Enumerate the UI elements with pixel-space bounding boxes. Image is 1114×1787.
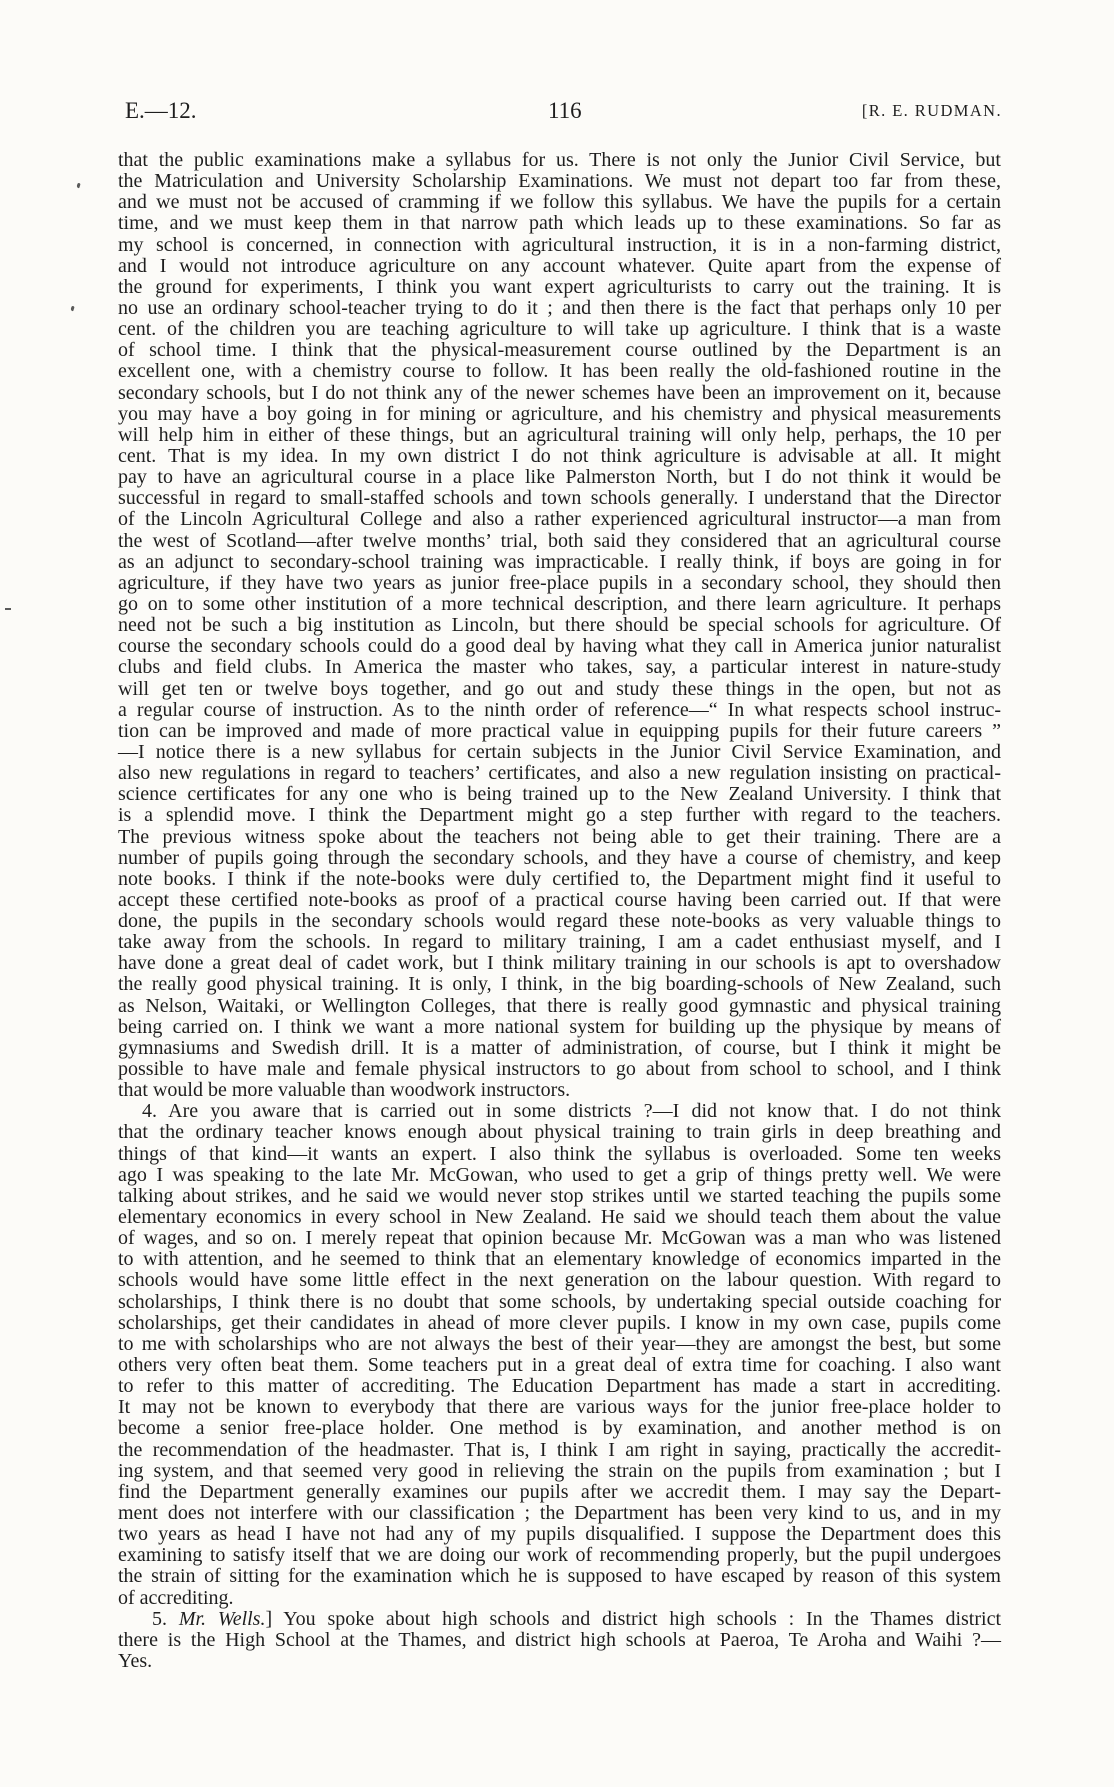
text-line: talking about strikes, and he said we would never stop strikes until we started teaching the pupils some [118, 1184, 1001, 1207]
text-line: that would be more valuable than woodwork instructors. [118, 1079, 571, 1102]
text-line: is a splendid move. I think the Department might go a step further with regard to the teachers. [118, 804, 1001, 827]
text-line: the strain of sitting for the examination which he is supposed to have escaped by reason of this system [118, 1565, 1001, 1588]
text-line: and I would not introduce agriculture on any account whatever. Quite apart from the expense of [118, 254, 1001, 277]
text-line: number of pupils going through the secondary schools, and they have a course of chemistry, and keep [118, 846, 1001, 869]
text-line: have done a great deal of cadet work, but I think military training in our schools is apt to overshadow [118, 952, 1001, 975]
text-line: done, the pupils in the secondary schools would regard these note-books as very valuable things to [118, 910, 1001, 933]
text-line: cent. That is my idea. In my own district I do not think agriculture is advisable at all. It might [118, 444, 1001, 467]
margin-mark [70, 306, 74, 312]
text-line: of school time. I think that the physical-measurement course outlined by the Department is an [118, 339, 1001, 362]
text-line-content: ] You spoke about high schools and district high schools : In the Thames district [265, 1607, 1002, 1630]
text-line: things of that kind—it wants an expert. I also think the syllabus is overloaded. Some ten weeks [118, 1142, 1001, 1165]
paragraph [118, 1609, 1001, 1672]
text-line: It may not be known to everybody that there are various ways for the junior free-place holder to [118, 1396, 1001, 1419]
text-line: also new regulations in regard to teachers’ certificates, and also a new regulation insisting on practical- [118, 762, 1001, 785]
text-line: find the Department generally examines our pupils after we accredit them. I may say the Depart- [118, 1480, 1001, 1503]
text-line: a regular course of instruction. As to the ninth order of reference—“ In what respects school instruc- [118, 698, 1001, 721]
text-line: scholarships, get their candidates in ahead of more clever pupils. I know in my own case, pupils come [118, 1311, 1001, 1334]
text-line: note books. I think if the note-books were duly certified to, the Department might find it useful to [118, 867, 1001, 890]
text-line: you may have a boy going in for mining or agriculture, and his chemistry and physical measurements [118, 402, 1001, 425]
text-line: as Nelson, Waitaki, or Wellington Colleges, that there is really good gymnastic and physical training [118, 994, 1001, 1017]
page-number: 116 [548, 98, 582, 123]
text-line: secondary schools, but I do not think any of the newer schemes have been an improvement on it, because [118, 381, 1001, 404]
text-line: pay to have an agricultural course in a place like Palmerston North, but I do not think it would be [118, 466, 1001, 489]
text-line: to refer to this matter of accrediting. The Education Department has made a start in accrediting. [118, 1375, 1001, 1398]
text-line: 4. Are you aware that is carried out in some districts ?—I did not know that. I do not think [142, 1100, 1001, 1123]
witness-name: [R. E. RUDMAN. [861, 101, 1002, 120]
text-line: as an adjunct to secondary-school training was impracticable. I really think, if boys are going in for [118, 550, 1001, 573]
text-line: accept these certified note-books as proof of a practical course having been carried out. If that were [118, 888, 1001, 911]
text-line: that the public examinations make a syllabus for us. There is not only the Junior Civil Service, but [118, 149, 1001, 171]
text-line: that the ordinary teacher knows enough about physical training to train girls in deep breathing and [118, 1121, 1001, 1144]
text-line: clubs and field clubs. In America the master who takes, say, a particular interest in nature-study [118, 656, 1001, 679]
text-line [118, 1609, 1001, 1630]
text-line: and we must not be accused of cramming if we follow this syllabus. We have the pupils for a certain [118, 191, 1001, 214]
text-line: take away from the schools. In regard to military training, I am a cadet enthusiast myself, and I [118, 931, 1001, 954]
document-code: E.—12. [125, 98, 197, 123]
paragraph [118, 1101, 1001, 1608]
text-line: of accrediting. [118, 1586, 234, 1609]
text-line: to me with scholarships who are not always the best of their year—they are amongst the best, but some [118, 1332, 1001, 1355]
text-line: there is the High School at the Thames, and district high schools at Paeroa, Te Aroha and Waihi ?— [118, 1628, 1001, 1651]
text-line: course the secondary schools could do a good deal by having what they call in America junior naturalist [118, 635, 1001, 658]
text-line: schools would have some little effect in the next generation on the labour question. With regard to [118, 1269, 1001, 1292]
text-line: Yes. [118, 1649, 153, 1672]
margin-mark [76, 183, 80, 189]
text-line: cent. of the children you are teaching agriculture to will take up agriculture. I think that is a waste [118, 318, 1001, 341]
text-line: being carried on. I think we want a more national system for building up the physique by means of [118, 1015, 1001, 1038]
text-line: time, and we must keep them in that narrow path which leads up to these examinations. So far as [118, 212, 1001, 235]
text-line: the recommendation of the headmaster. That is, I think I am right in saying, practically the accredit- [118, 1438, 1001, 1461]
text-line: will help him in either of these things, but an agricultural training will only help, perhaps, the 10 per [118, 423, 1001, 446]
text-line: of the Lincoln Agricultural College and also a rather experienced agricultural instructor—a man from [118, 508, 1001, 531]
text-line: successful in regard to small-staffed schools and town schools generally. I understand that the Director [118, 487, 1001, 510]
text-line: examining to satisfy itself that we are doing our work of recommending properly, but the pupil undergoes [118, 1544, 1001, 1567]
text-line: —I notice there is a new syllabus for certain subjects in the Junior Civil Service Examination, and [118, 740, 1001, 763]
text-line: will get ten or twelve boys together, and go out and study these things in the open, but not as [118, 677, 1001, 700]
text-line: two years as head I have not had any of my pupils disqualified. I suppose the Department does this [118, 1523, 1001, 1546]
paragraph [118, 150, 1001, 1101]
text-line: need not be such a big institution as Lincoln, but there should be special schools for agriculture. Of [118, 614, 1001, 637]
text-line: become a senior free-place holder. One method is by examination, and another method is on [118, 1417, 1001, 1440]
text-line: The previous witness spoke about the teachers not being able to get their training. There are a [118, 825, 1001, 848]
text-line: to with attention, and he seemed to think that an elementary knowledge of economics imparted in the [118, 1248, 1001, 1271]
text-line: elementary economics in every school in New Zealand. He said we should teach them about the value [118, 1206, 1001, 1229]
text-line: the Matriculation and University Scholarship Examinations. We must not depart too far from these, [118, 170, 1001, 193]
text-line: ing system, and that seemed very good in relieving the strain on the pupils from examination ; but I [118, 1459, 1001, 1482]
text-line: others very often beat them. Some teachers put in a great deal of extra time for coaching. I also want [118, 1354, 1001, 1377]
text-line: science certificates for any one who is being trained up to the New Zealand University. I think that [118, 783, 1001, 806]
text-line: the really good physical training. It is only, I think, in the big boarding-schools of New Zealand, such [118, 973, 1001, 996]
margin-mark [5, 608, 11, 610]
text-line: tion can be improved and made of more practical value in equipping pupils for their future careers ” [118, 719, 1001, 742]
body-text [118, 150, 1001, 1672]
text-line: go on to some other institution of a more technical description, and there learn agriculture. It perhaps [118, 592, 1001, 615]
text-line: excellent one, with a chemistry course to follow. It has been really the old-fashioned routine in the [118, 360, 1001, 383]
text-line: gymnasiums and Swedish drill. It is a matter of administration, of course, but I think it might be [118, 1036, 1001, 1059]
text-line: my school is concerned, in connection with agricultural instruction, it is in a non-farming district, [118, 233, 1001, 256]
text-line: agriculture, if they have two years as junior free-place pupils in a secondary school, they should then [118, 571, 1001, 594]
text-line: of wages, and so on. I merely repeat that opinion because Mr. McGowan was a man who was listened [118, 1227, 1001, 1250]
text-line: ago I was speaking to the late Mr. McGowan, who used to get a grip of things pretty well. We were [118, 1163, 1001, 1186]
text-line: ment does not interfere with our classification ; the Department has been very kind to us, and in my [118, 1502, 1001, 1524]
text-line: the ground for experiments, I think you want expert agriculturists to carry out the training. It is [118, 275, 1001, 298]
text-line: the west of Scotland—after twelve months’ trial, both said they considered that an agricultural course [118, 529, 1001, 552]
text-line: scholarships, I think there is no doubt that some schools, by undertaking special outside coaching for [118, 1290, 1001, 1313]
text-line: no use an ordinary school-teacher trying to do it ; and then there is the fact that perhaps only 10 per [118, 296, 1001, 319]
text-line: possible to have male and female physical instructors to go about from school to school, and I think [118, 1058, 1001, 1081]
question-number: 5. [152, 1607, 167, 1630]
speaker-name: Mr. Wells. [178, 1607, 266, 1630]
